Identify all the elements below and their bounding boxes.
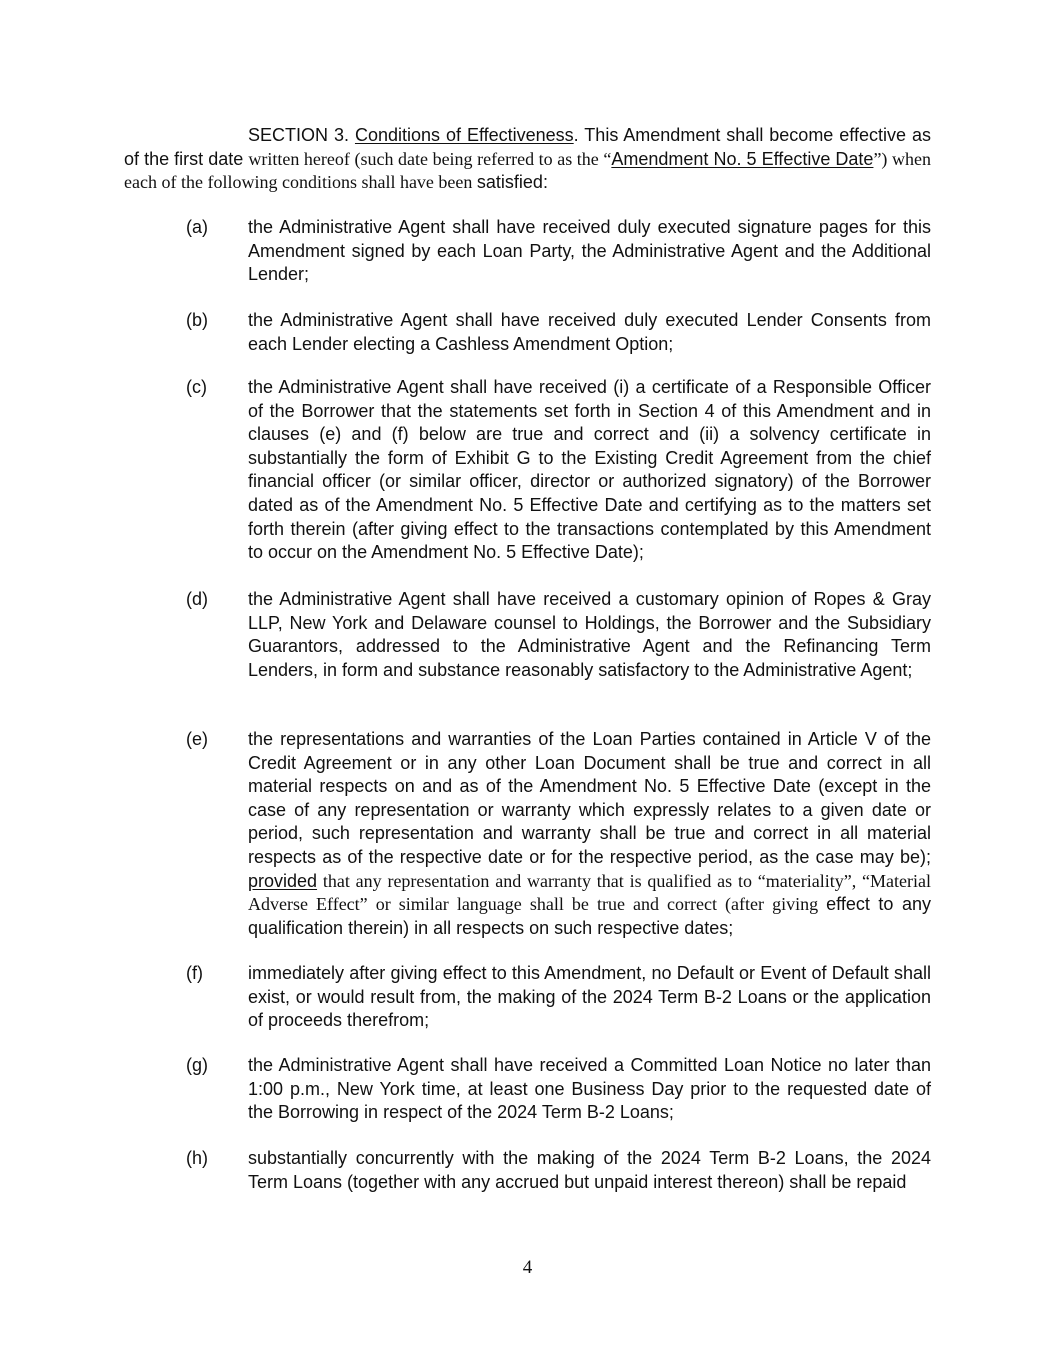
item-label: (e) — [186, 729, 208, 749]
item-text — [248, 728, 931, 940]
item-label: (b) — [186, 310, 208, 330]
item-text: the Administrative Agent shall have received duly executed Lender Consents from each Lender electing a Cashless Amendment Option; — [248, 310, 931, 354]
condition-item-c — [186, 376, 931, 565]
intro-text-3: ”) when each of the following conditions shall have been — [124, 148, 931, 193]
item-text: the Administrative Agent shall have received a customary opinion of Ropes & Gray LLP, New York and Delaware counsel to Holdings, the Borrower and the Subsidiary Guarantors, addressed to the Administrative Agent and the Refinancing Term Lenders, in form and substance reasonably satisfactory to the Administrative Agent; — [248, 589, 931, 680]
item-e-text-2: that any representation and warranty that is qualified as to “materiality”, “Material Adverse Effect” or similar language shall be true and correct (after giving — [248, 870, 931, 915]
page-number: 4 — [522, 1257, 533, 1278]
item-label: (d) — [186, 589, 208, 609]
provided-term: provided — [248, 870, 318, 891]
condition-item-a — [186, 216, 931, 287]
condition-item-h — [186, 1147, 931, 1194]
intro-text-2: written hereof (such date being referred to as the “ — [248, 148, 612, 169]
item-text: substantially concurrently with the making of the 2024 Term B-2 Loans, the 2024 Term Loans (together with any accrued but unpaid interest thereon) shall be repaid — [248, 1148, 931, 1192]
section-label: SECTION 3. — [248, 125, 349, 145]
section-3-intro — [124, 124, 931, 195]
condition-item-d — [186, 588, 931, 682]
intro-text-4: satisfied: — [476, 172, 548, 193]
condition-item-e — [186, 728, 931, 940]
intro-text-1: . This Amendment shall become effective as of the first date — [124, 125, 931, 169]
item-text: the Administrative Agent shall have received duly executed signature pages for this Amendment signed by each Loan Party, the Administrative Agent and the Additional Lender; — [248, 217, 931, 285]
item-e-text-3: effect to any qualification therein) in all respects on such respective dates; — [248, 894, 931, 938]
condition-item-f — [186, 962, 931, 1033]
item-label: (a) — [186, 217, 208, 237]
condition-item-b — [186, 309, 931, 356]
condition-item-g — [186, 1054, 931, 1125]
item-text: the Administrative Agent shall have received a Committed Loan Notice no later than 1:00 p.m., New York time, at least one Business Day prior to the requested date of the Borrowing in respect of the 2024 Term B-2 Loans; — [248, 1055, 931, 1123]
item-label: (g) — [186, 1055, 208, 1075]
section-heading: Conditions of Effectiveness — [354, 125, 574, 145]
item-text: the Administrative Agent shall have received (i) a certificate of a Responsible Officer of the Borrower that the statements set forth in Section 4 of this Amendment and in clauses (e) and (f) below are true and correct and (ii) a solvency certificate in substantially the form of Exhibit G to the Existing Credit Agreement from the chief financial officer (or similar officer, director or authorized signatory) of the Borrower dated as of the Amendment No. 5 Effective Date and certifying as to the matters set forth therein (after giving effect to the transactions contemplated by this Amendment to occur on the Amendment No. 5 Effective Date); — [248, 377, 931, 563]
item-label: (f) — [186, 963, 203, 983]
item-text: immediately after giving effect to this Amendment, no Default or Event of Default shall exist, or would result from, the making of the 2024 Term B-2 Loans or the application of proceeds therefrom; — [248, 963, 931, 1031]
item-label: (c) — [186, 377, 207, 397]
item-e-text-1: the representations and warranties of the Loan Parties contained in Article V of the Credit Agreement or in any other Loan Document shall be true and correct in all material respects on and as of the Amendment No. 5 Effective Date (except in the case of any representation or warranty which expressly relates to a given date or period, such representation and warranty shall be true and correct in all material respects as of the respective date or for the respective period, as the case may be); — [248, 729, 931, 867]
item-label: (h) — [186, 1148, 208, 1168]
defined-term-effective-date: Amendment No. 5 Effective Date — [611, 148, 874, 169]
